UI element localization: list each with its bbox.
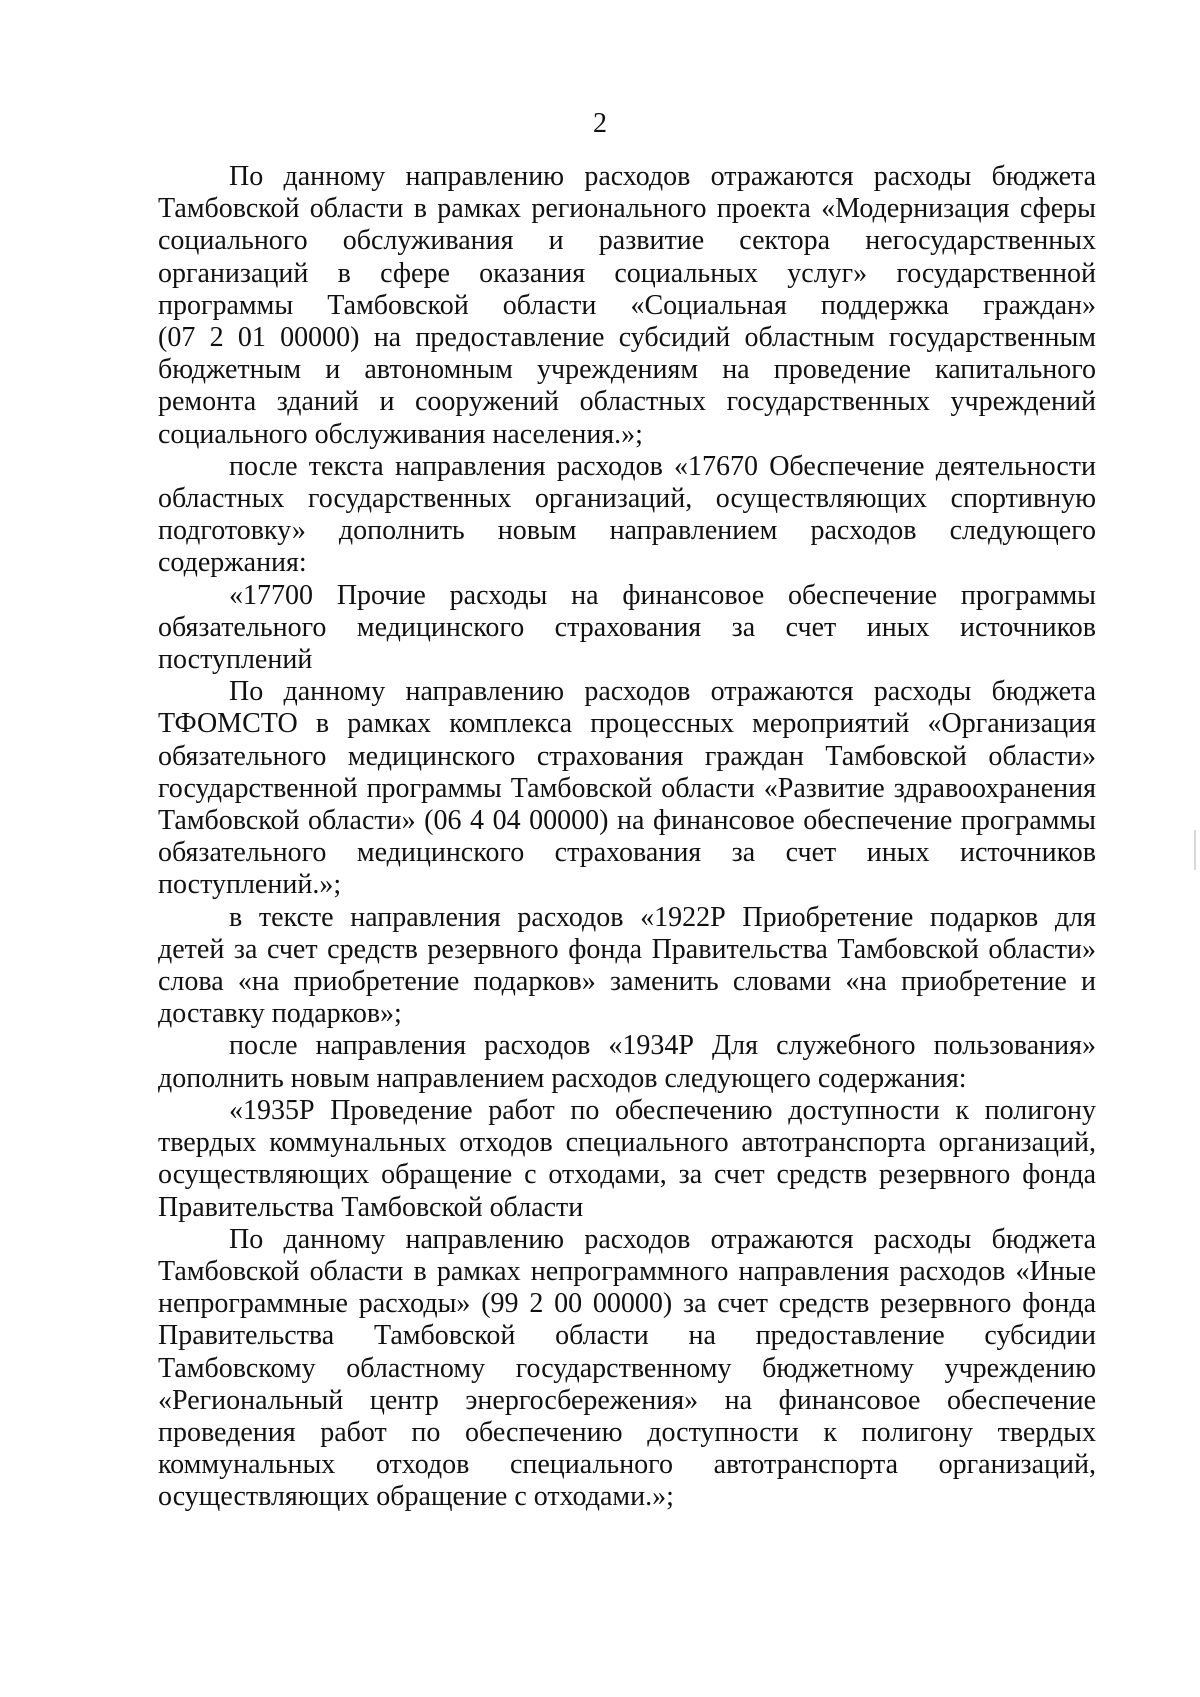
- text-line: обязательного медицинского страхования граждан Тамбовской области»: [158, 740, 1096, 772]
- text-line: поступлений: [158, 644, 313, 676]
- text-line: ремонта зданий и сооружений областных государственных учреждений: [158, 386, 1096, 418]
- text-line: обязательного медицинского страхования за счет иных источников: [158, 837, 1096, 869]
- text-line: организаций в сфере оказания социальных услуг» государственной: [158, 257, 1096, 289]
- paragraph-3: [158, 580, 1096, 677]
- text-line: Тамбовской области» (06 4 04 00000) на финансовое обеспечение программы: [158, 805, 1096, 837]
- paragraph-1: [158, 161, 1096, 451]
- text-line: «1935Р Проведение работ по обеспечению доступности к полигону: [229, 1094, 1096, 1126]
- text-line: непрограммные расходы» (99 2 00 00000) за счет средств резервного фонда: [158, 1288, 1096, 1320]
- text-line: осуществляющих обращение с отходами, за счет средств резервного фонда: [158, 1159, 1096, 1191]
- text-line: бюджетным и автономным учреждениям на проведение капитального: [158, 354, 1096, 386]
- text-line: По данному направлению расходов отражаются расходы бюджета: [229, 161, 1096, 192]
- text-line: социального обслуживания и развитие сектора негосударственных: [158, 225, 1096, 257]
- paragraph-4: [158, 676, 1096, 901]
- text-line: Тамбовской области в рамках непрограммного направления расходов «Иные: [158, 1255, 1096, 1287]
- text-line: коммунальных отходов специального автотранспорта организаций,: [158, 1449, 1096, 1481]
- paragraph-7: [158, 1095, 1096, 1224]
- scan-artifact: [1194, 830, 1196, 870]
- page-number: 2: [593, 108, 607, 139]
- text-line: слова «на приобретение подарков» заменить словами «на приобретение и: [158, 966, 1096, 998]
- text-line: По данному направлению расходов отражаются расходы бюджета: [229, 676, 1096, 708]
- text-line: По данному направлению расходов отражаются расходы бюджета: [229, 1223, 1096, 1255]
- text-line: детей за счет средств резервного фонда Правительства Тамбовской области»: [158, 933, 1096, 965]
- text-line: социального обслуживания населения.»;: [158, 418, 643, 450]
- text-line: доставку подарков»;: [158, 998, 402, 1030]
- text-line: после направления расходов «1934Р Для служебного пользования»: [229, 1030, 1096, 1062]
- text-line: твердых коммунальных отходов специального автотранспорта организаций,: [158, 1127, 1096, 1159]
- text-line: «Региональный центр энергосбережения» на финансовое обеспечение: [158, 1384, 1096, 1416]
- paragraph-2: [158, 451, 1096, 580]
- text-line: обязательного медицинского страхования за счет иных источников: [158, 611, 1096, 643]
- text-line: Тамбовскому областному государственному бюджетному учреждению: [158, 1352, 1096, 1384]
- text-line: (07 2 01 00000) на предоставление субсидий областным государственным: [158, 322, 1096, 354]
- text-line: Правительства Тамбовской области: [158, 1191, 584, 1223]
- text-line: «17700 Прочие расходы на финансовое обеспечение программы: [229, 579, 1096, 611]
- paragraph-5: [158, 902, 1096, 1031]
- text-line: ТФОМСТО в рамках комплекса процессных мероприятий «Организация: [158, 708, 1096, 740]
- text-line: проведения работ по обеспечению доступности к полигону твердых: [158, 1416, 1096, 1448]
- paragraph-6: [158, 1030, 1096, 1094]
- text-line: в тексте направления расходов «1922Р Приобретение подарков для: [229, 901, 1096, 933]
- document-body: [158, 161, 1096, 1514]
- text-line: программы Тамбовской области «Социальная поддержка граждан»: [158, 289, 1096, 321]
- text-line: после текста направления расходов «17670 Обеспечение деятельности: [229, 450, 1096, 482]
- text-line: содержания:: [158, 547, 307, 579]
- text-line: подготовку» дополнить новым направлением расходов следующего: [158, 515, 1096, 547]
- text-line: Тамбовской области в рамках регионального проекта «Модернизация сферы: [158, 193, 1096, 225]
- text-line: Правительства Тамбовской области на предоставление субсидии: [158, 1320, 1096, 1352]
- paragraph-8: [158, 1224, 1096, 1514]
- text-line: государственной программы Тамбовской области «Развитие здравоохранения: [158, 772, 1096, 804]
- text-line: областных государственных организаций, осуществляющих спортивную: [158, 483, 1096, 515]
- text-line: осуществляющих обращение с отходами.»;: [158, 1481, 674, 1513]
- text-line: поступлений.»;: [158, 869, 342, 901]
- text-line: дополнить новым направлением расходов следующего содержания:: [158, 1062, 967, 1094]
